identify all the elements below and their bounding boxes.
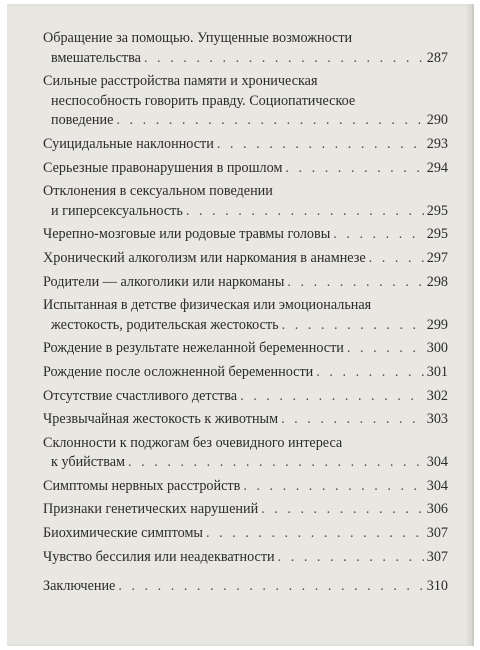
toc-entry-title: Отсутствие счастливого детства <box>43 387 238 404</box>
toc-page-number: 294 <box>426 159 448 176</box>
toc-entry-line <box>43 410 448 430</box>
toc-page-number: 297 <box>426 249 448 266</box>
dot-leader <box>333 225 423 245</box>
toc-entry-title: жестокость, родительская жестокость <box>51 316 279 333</box>
toc-entry-title: Склонности к поджогам без очевидного интереса <box>43 434 343 451</box>
toc-entry-title: Отклонения в сексуальном поведении <box>43 183 273 200</box>
dot-leader <box>240 387 424 407</box>
toc-entry-line <box>43 249 448 269</box>
toc-entry-line <box>43 273 448 293</box>
dot-leader <box>316 363 423 383</box>
toc-entry-title: Черепно-мозговые или родовые травмы головы <box>43 226 331 243</box>
book-page <box>7 4 474 646</box>
toc-entry-title: Симптомы нервных расстройств <box>43 477 241 494</box>
toc-entry-line <box>43 29 448 49</box>
toc-entry-line <box>43 111 448 131</box>
toc-entry-title: неспособность говорить правду. Социопатическое <box>51 92 356 109</box>
toc-entry-line <box>43 387 448 407</box>
dot-leader <box>144 49 424 69</box>
toc-entry <box>43 524 448 544</box>
toc-page-number: 299 <box>426 316 448 333</box>
dot-leader <box>282 316 424 336</box>
toc-entry-title: Чрезвычайная жестокость к животным <box>43 411 279 428</box>
toc-entry <box>43 159 448 179</box>
toc-entry-line <box>43 49 448 69</box>
toc-page-number: 302 <box>426 387 448 404</box>
toc-entry-line <box>43 135 448 155</box>
dot-leader <box>285 159 423 179</box>
dot-leader <box>287 273 423 293</box>
toc-entry-line <box>43 72 448 92</box>
toc-entry-title: Испытанная в детстве физическая или эмоциональная <box>43 297 372 314</box>
toc-entry <box>43 410 448 430</box>
dot-leader <box>128 453 424 473</box>
toc-entry-line <box>43 92 448 112</box>
dot-leader <box>186 202 424 222</box>
toc-entry <box>43 29 448 68</box>
toc-entry-line <box>43 548 448 568</box>
toc-entry <box>43 577 448 597</box>
toc-entry <box>43 296 448 335</box>
toc-entry-title: Рождение в результате нежеланной беременности <box>43 340 344 357</box>
toc-entry <box>43 363 448 383</box>
toc-page-number: 304 <box>426 454 448 471</box>
toc-entry <box>43 387 448 407</box>
dot-leader <box>278 548 424 568</box>
toc-entry-title: Серьезные правонарушения в прошлом <box>43 159 283 176</box>
toc-page-number: 304 <box>426 477 448 494</box>
toc-entry-title: Рождение после осложненной беременности <box>43 363 314 380</box>
toc-entry-title: Признаки генетических нарушений <box>43 501 259 518</box>
toc-page-number: 298 <box>426 273 448 290</box>
toc-page-number: 293 <box>426 135 448 152</box>
toc-entry-line <box>43 577 448 597</box>
toc-entry-line <box>43 500 448 520</box>
toc-page-number: 300 <box>426 340 448 357</box>
dot-leader <box>281 410 424 430</box>
toc-entry-line <box>43 202 448 222</box>
toc-entry-title: к убийствам <box>51 454 126 471</box>
toc-page-number: 306 <box>426 501 448 518</box>
toc-entry-title: Хронический алкоголизм или наркомания в анамнезе <box>43 249 366 266</box>
toc-page-number: 303 <box>426 411 448 428</box>
toc-entry <box>43 548 448 568</box>
toc-entry-title: Биохимические симптомы <box>43 525 203 542</box>
toc-entry-line <box>43 524 448 544</box>
toc-entry-line <box>43 477 448 497</box>
toc-entry-title: Суицидальные наклонности <box>43 135 214 152</box>
toc-entry-title: поведение <box>51 112 114 129</box>
dot-leader <box>206 524 424 544</box>
toc-entry <box>43 72 448 131</box>
toc-entry-title: Заключение <box>43 578 116 595</box>
toc-page-number: 310 <box>426 578 448 595</box>
toc-entry-line <box>43 225 448 245</box>
toc-entry-line <box>43 453 448 473</box>
dot-leader <box>369 249 424 269</box>
dot-leader <box>118 577 423 597</box>
toc-entry <box>43 434 448 473</box>
toc-entry-line <box>43 316 448 336</box>
dot-leader <box>261 500 424 520</box>
toc-page-number: 295 <box>426 202 448 219</box>
toc-entry-line <box>43 159 448 179</box>
toc-entry-title: Обращение за помощью. Упущенные возможности <box>43 30 353 46</box>
toc-entry <box>43 500 448 520</box>
toc-entry <box>43 225 448 245</box>
toc-entry-title: Сильные расстройства памяти и хроническая <box>43 73 318 90</box>
toc-entry-line <box>43 363 448 383</box>
toc-page-number: 290 <box>426 112 448 129</box>
toc-entry <box>43 182 448 221</box>
table-of-contents <box>43 29 448 601</box>
toc-page-number: 307 <box>426 548 448 565</box>
toc-entry <box>43 273 448 293</box>
toc-entry-line <box>43 339 448 359</box>
toc-entry <box>43 477 448 497</box>
dot-leader <box>347 339 424 359</box>
toc-entry-line <box>43 182 448 202</box>
toc-entry-title: Чувство бессилия или неадекватности <box>43 548 275 565</box>
toc-entry-title: и гиперсексуальность <box>51 202 183 219</box>
toc-entry <box>43 339 448 359</box>
toc-entry <box>43 249 448 269</box>
dot-leader <box>243 477 423 497</box>
dot-leader <box>116 111 423 131</box>
toc-page-number: 307 <box>426 525 448 542</box>
toc-page-number: 301 <box>426 363 448 380</box>
toc-entry-line <box>43 434 448 454</box>
toc-page-number: 287 <box>426 49 448 66</box>
toc-entry-title: вмешательства <box>51 49 141 66</box>
toc-page-number: 295 <box>426 226 448 243</box>
dot-leader <box>217 135 424 155</box>
toc-entry <box>43 135 448 155</box>
toc-entry-line <box>43 296 448 316</box>
toc-entry-title: Родители — алкоголики или наркоманы <box>43 273 285 290</box>
